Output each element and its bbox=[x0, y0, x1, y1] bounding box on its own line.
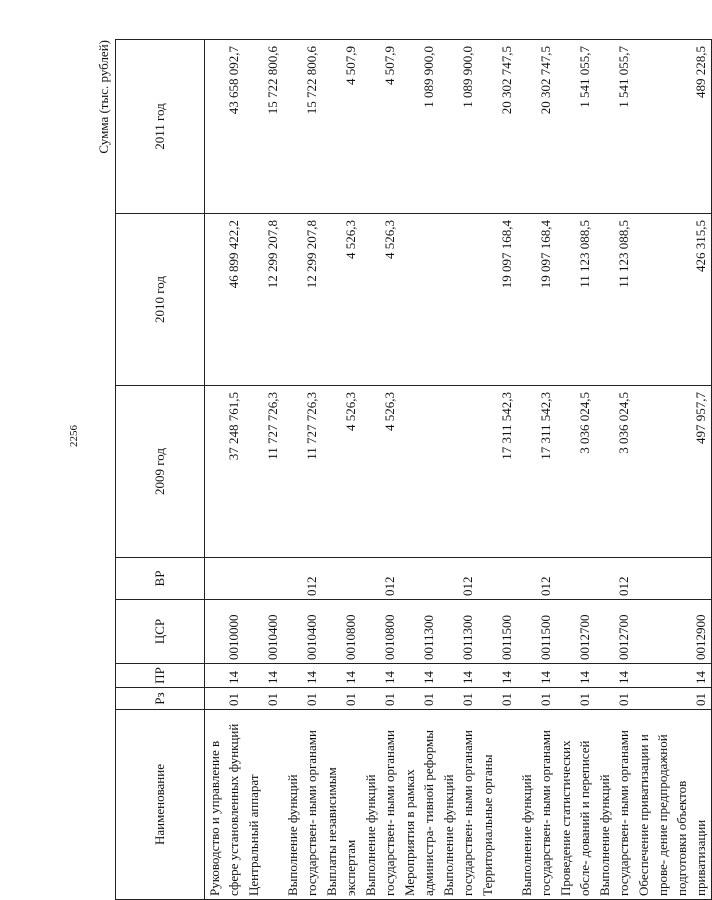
header-name: Наименование bbox=[116, 710, 205, 900]
row-rz: 01 bbox=[283, 688, 322, 710]
row-rz: 01 bbox=[517, 688, 556, 710]
row-2010: 12 299 207,8 bbox=[283, 214, 322, 386]
row-pr: 14 bbox=[556, 664, 595, 688]
row-2009: 3 036 024,5 bbox=[556, 386, 595, 558]
row-rz: 01 bbox=[595, 688, 634, 710]
row-2011: 20 302 747,5 bbox=[478, 40, 517, 214]
row-2009: 37 248 761,5 bbox=[205, 386, 245, 558]
row-2011: 1 541 055,7 bbox=[556, 40, 595, 214]
row-csr: 0011300 bbox=[439, 600, 478, 664]
row-2010: 46 899 422,2 bbox=[205, 214, 245, 386]
row-csr: 0010400 bbox=[283, 600, 322, 664]
row-rz: 01 bbox=[556, 688, 595, 710]
row-rz: 01 bbox=[634, 688, 712, 710]
row-2011: 43 658 092,7 bbox=[205, 40, 245, 214]
row-csr: 0012700 bbox=[595, 600, 634, 664]
row-rz: 01 bbox=[205, 688, 245, 710]
row-2011: 1 541 055,7 bbox=[595, 40, 634, 214]
row-name: Территориальные органы bbox=[478, 710, 517, 900]
row-csr: 0012900 bbox=[634, 600, 712, 664]
row-2009: 3 036 024,5 bbox=[595, 386, 634, 558]
row-vr: 012 bbox=[595, 558, 634, 600]
row-pr: 14 bbox=[283, 664, 322, 688]
row-csr: 0010000 bbox=[205, 600, 245, 664]
row-vr bbox=[634, 558, 712, 600]
row-pr: 14 bbox=[400, 664, 439, 688]
row-vr bbox=[205, 558, 245, 600]
row-rz: 01 bbox=[322, 688, 361, 710]
row-2009: 17 311 542,3 bbox=[478, 386, 517, 558]
row-vr bbox=[244, 558, 283, 600]
row-rz: 01 bbox=[400, 688, 439, 710]
row-vr: 012 bbox=[439, 558, 478, 600]
row-csr: 0010800 bbox=[361, 600, 400, 664]
row-2011: 489 228,5 bbox=[634, 40, 712, 214]
row-name: Центральный аппарат bbox=[244, 710, 283, 900]
row-csr: 0011300 bbox=[400, 600, 439, 664]
row-2010: 19 097 168,4 bbox=[517, 214, 556, 386]
row-vr bbox=[478, 558, 517, 600]
row-vr: 012 bbox=[361, 558, 400, 600]
row-2009: 11 727 726,3 bbox=[283, 386, 322, 558]
row-csr: 0012700 bbox=[556, 600, 595, 664]
row-vr bbox=[322, 558, 361, 600]
row-2009: 4 526,3 bbox=[322, 386, 361, 558]
row-2009: 4 526,3 bbox=[361, 386, 400, 558]
row-name: Выполнение функций государствен- ными органами bbox=[283, 710, 322, 900]
row-2010: 426 315,5 bbox=[634, 214, 712, 386]
row-2010: 4 526,3 bbox=[322, 214, 361, 386]
table-row bbox=[478, 40, 517, 900]
row-name: Проведение статистических обсле- дований и переписей bbox=[556, 710, 595, 900]
row-rz: 01 bbox=[478, 688, 517, 710]
table-row bbox=[244, 40, 283, 900]
row-name: Выполнение функций государствен- ными органами bbox=[595, 710, 634, 900]
row-csr: 0010400 bbox=[244, 600, 283, 664]
row-2009: 17 311 542,3 bbox=[517, 386, 556, 558]
row-2011: 15 722 800,6 bbox=[283, 40, 322, 214]
row-2011: 1 089 900,0 bbox=[400, 40, 439, 214]
header-pr: ПР bbox=[116, 664, 205, 688]
row-name: Выполнение функций государствен- ными органами bbox=[439, 710, 478, 900]
table-row bbox=[283, 40, 322, 900]
row-2009: 11 727 726,3 bbox=[244, 386, 283, 558]
row-rz: 01 bbox=[244, 688, 283, 710]
row-pr: 14 bbox=[595, 664, 634, 688]
row-2011: 4 507,9 bbox=[322, 40, 361, 214]
row-2010: 12 299 207,8 bbox=[244, 214, 283, 386]
table-row bbox=[556, 40, 595, 900]
row-2011: 20 302 747,5 bbox=[517, 40, 556, 214]
page-number: 2256 bbox=[68, 425, 80, 447]
row-vr bbox=[556, 558, 595, 600]
row-2010 bbox=[439, 214, 478, 386]
row-vr: 012 bbox=[517, 558, 556, 600]
header-vr: ВР bbox=[116, 558, 205, 600]
row-2010 bbox=[400, 214, 439, 386]
header-2010: 2010 год bbox=[116, 214, 205, 386]
row-name: Руководство и управление в сфере установленных функций bbox=[205, 710, 245, 900]
row-2009 bbox=[439, 386, 478, 558]
row-pr: 14 bbox=[205, 664, 245, 688]
row-name: Обеспечение приватизации и прове- дение предпродажной подготовки объектов приватизации bbox=[634, 710, 712, 900]
header-rz: Рз bbox=[116, 688, 205, 710]
row-2010: 11 123 088,5 bbox=[556, 214, 595, 386]
table-row bbox=[361, 40, 400, 900]
row-csr: 0011500 bbox=[478, 600, 517, 664]
row-2011: 4 507,9 bbox=[361, 40, 400, 214]
row-name: Выполнение функций государствен- ными органами bbox=[361, 710, 400, 900]
row-2010: 11 123 088,5 bbox=[595, 214, 634, 386]
table-row bbox=[595, 40, 634, 900]
row-pr: 14 bbox=[478, 664, 517, 688]
rotated-page-content bbox=[93, 40, 708, 900]
row-pr: 14 bbox=[517, 664, 556, 688]
row-2009 bbox=[400, 386, 439, 558]
row-pr: 14 bbox=[244, 664, 283, 688]
table-row bbox=[205, 40, 245, 900]
row-name: Выплаты независимым экспертам bbox=[322, 710, 361, 900]
row-name: Выполнение функций государствен- ными органами bbox=[517, 710, 556, 900]
row-2010: 19 097 168,4 bbox=[478, 214, 517, 386]
row-rz: 01 bbox=[439, 688, 478, 710]
units-note: Сумма (тыс. рублей) bbox=[96, 40, 111, 154]
table-row bbox=[517, 40, 556, 900]
table-header-row bbox=[116, 40, 205, 900]
table-row bbox=[634, 40, 712, 900]
row-2011: 15 722 800,6 bbox=[244, 40, 283, 214]
row-2011: 1 089 900,0 bbox=[439, 40, 478, 214]
row-2009: 497 957,7 bbox=[634, 386, 712, 558]
header-csr: ЦСР bbox=[116, 600, 205, 664]
row-2010: 4 526,3 bbox=[361, 214, 400, 386]
header-2009: 2009 год bbox=[116, 386, 205, 558]
row-rz: 01 bbox=[361, 688, 400, 710]
row-pr: 14 bbox=[634, 664, 712, 688]
table-row bbox=[322, 40, 361, 900]
row-vr bbox=[400, 558, 439, 600]
row-pr: 14 bbox=[361, 664, 400, 688]
table-row bbox=[439, 40, 478, 900]
budget-table bbox=[115, 39, 712, 900]
row-vr: 012 bbox=[283, 558, 322, 600]
table-row bbox=[400, 40, 439, 900]
header-2011: 2011 год bbox=[116, 40, 205, 214]
row-csr: 0010800 bbox=[322, 600, 361, 664]
row-pr: 14 bbox=[322, 664, 361, 688]
row-name: Мероприятия в рамках администра- тивной реформы bbox=[400, 710, 439, 900]
row-pr: 14 bbox=[439, 664, 478, 688]
row-csr: 0011500 bbox=[517, 600, 556, 664]
